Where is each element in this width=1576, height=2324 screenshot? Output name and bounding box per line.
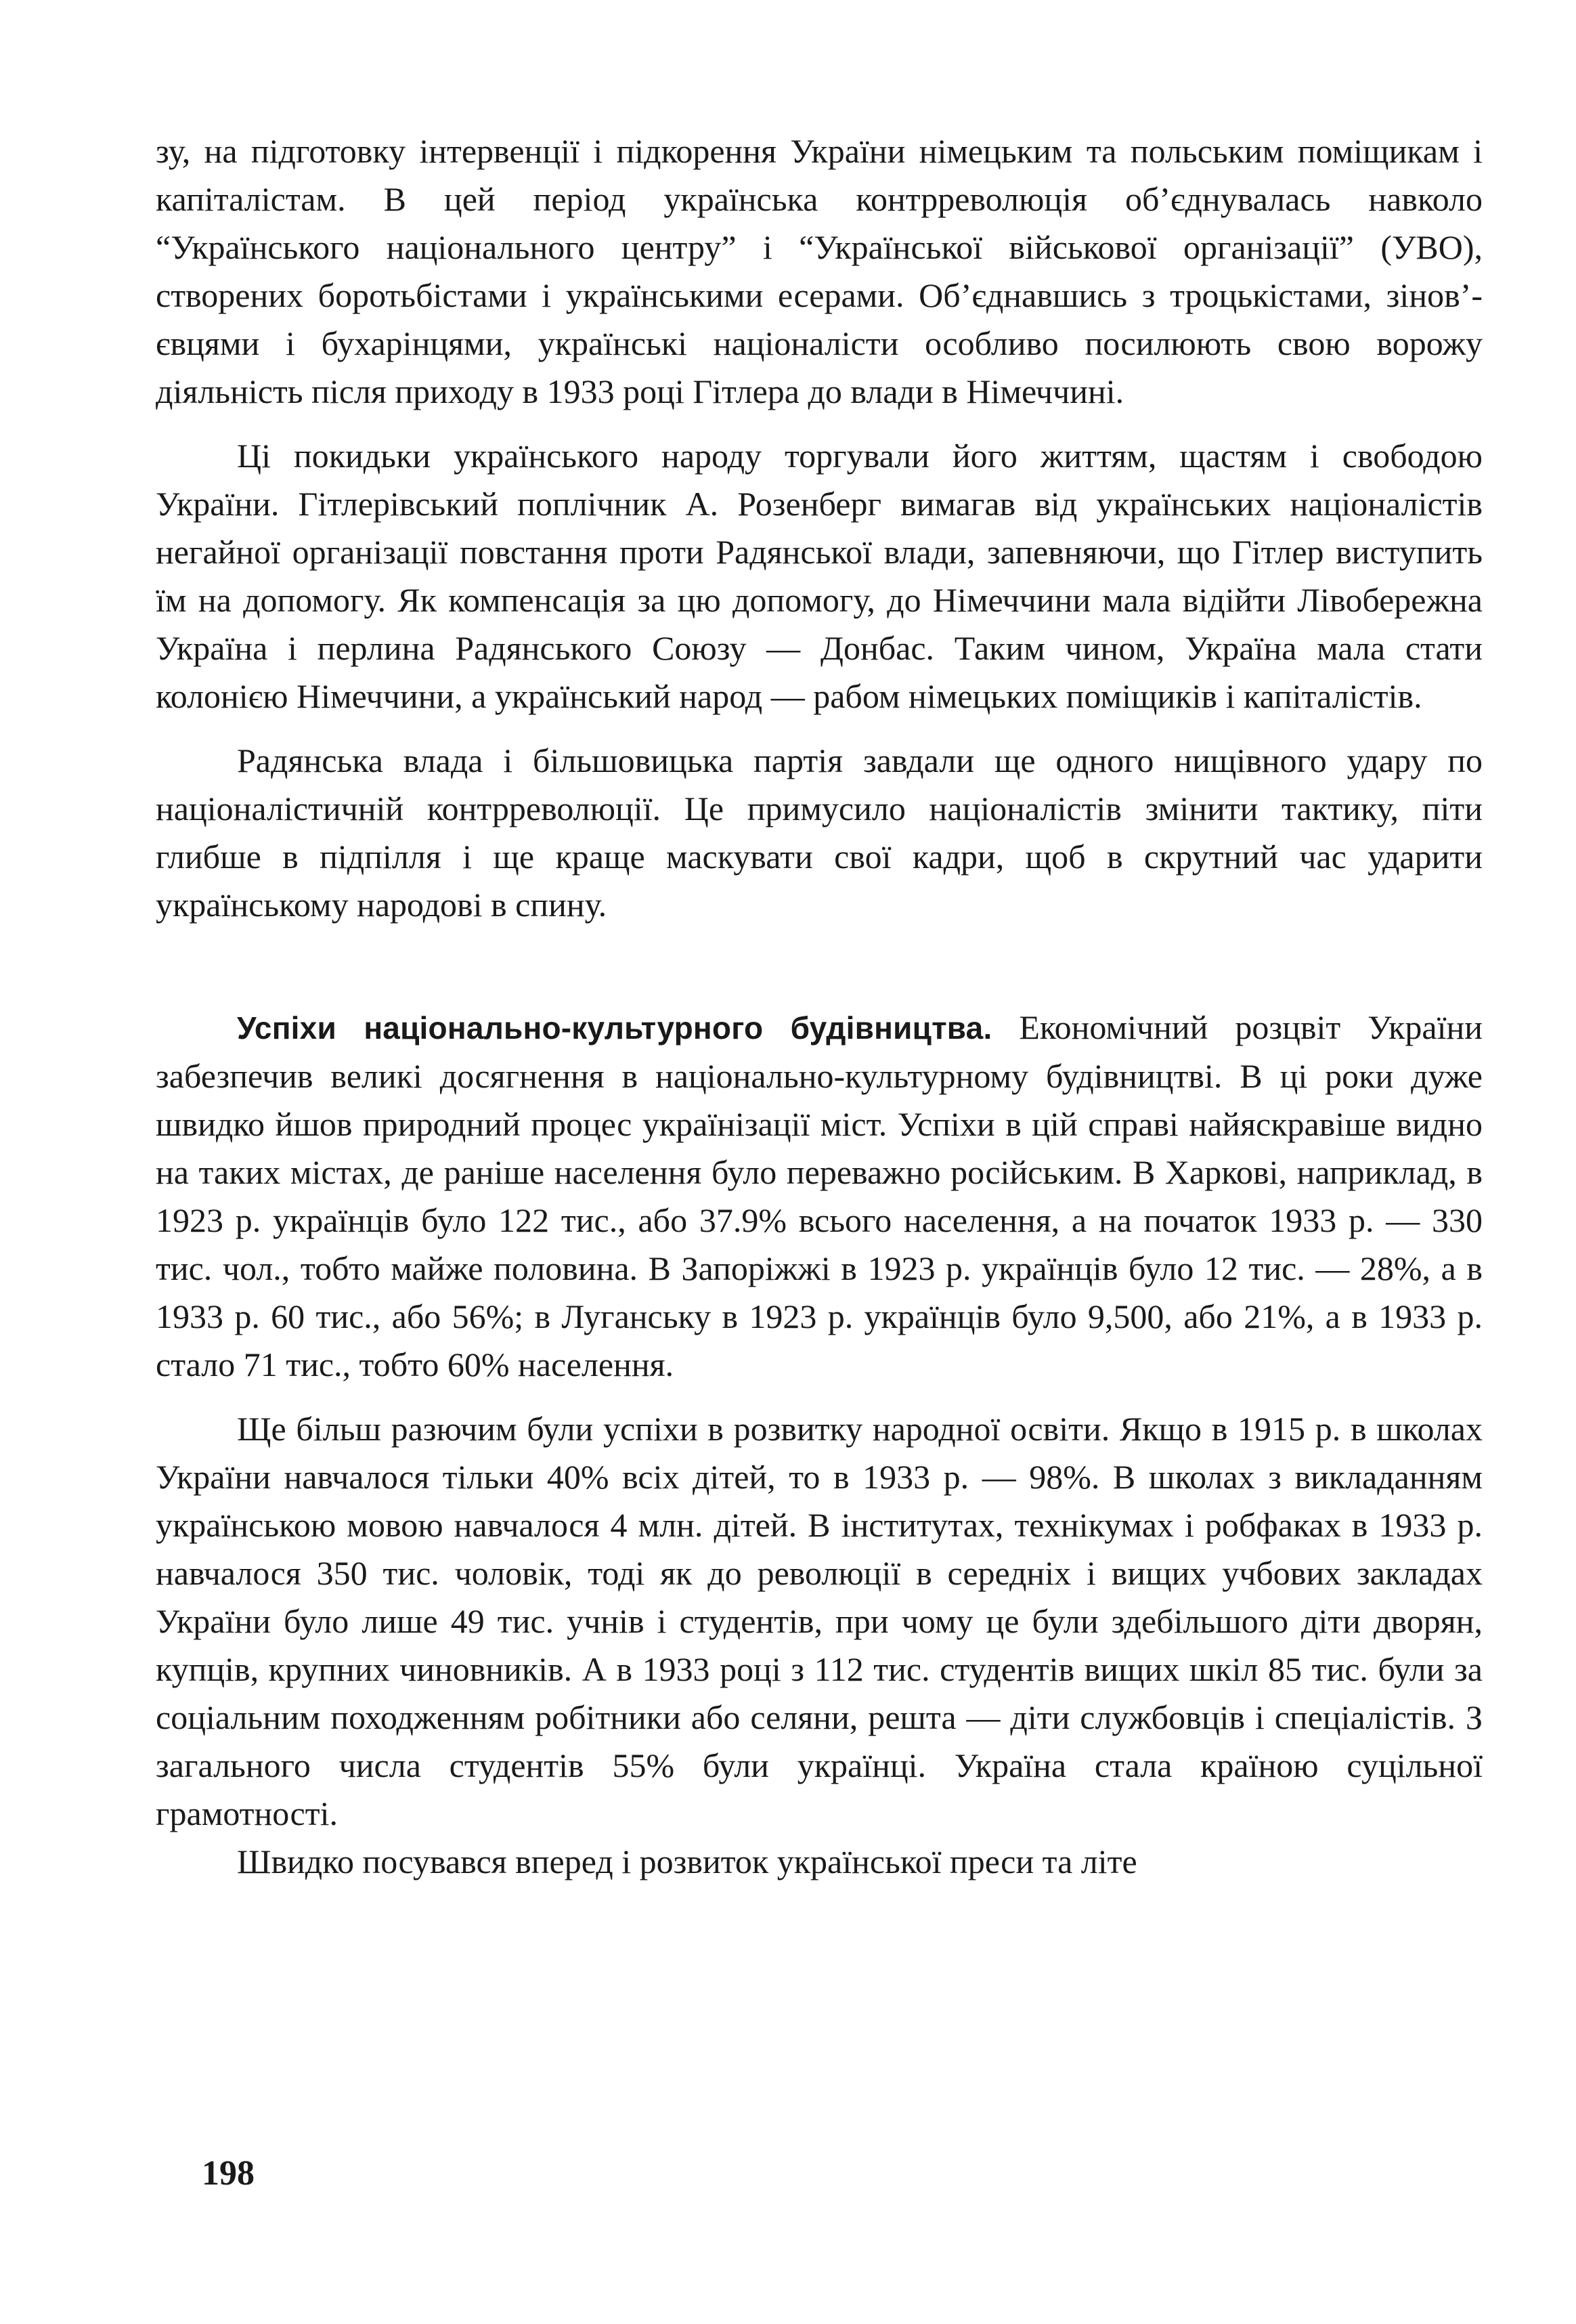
paragraph-1 [156, 127, 1483, 416]
paragraph-6-text: Швидко посувався вперед і розвиток української преси та літе [237, 1843, 1137, 1880]
paragraph-3 [156, 737, 1483, 929]
page-number: 198 [202, 2154, 255, 2193]
paragraph-5 [156, 1405, 1483, 1838]
paragraph-6 [156, 1838, 1483, 1886]
paragraph-5-text: Ще більш разючим були успіхи в розвитку народної освіти. Якщо в 1915 р. в школах України навчалося тільки 40% всіх дітей, то в 1933 р. — 98%. В школах з викладанням українською мовою навчалося 4 млн. дітей. В інститутах, технікумах і робфаках в 1933 р. навчалося 350 тис. чоловік, тоді як до революції в середніх і вищих учбових закладах України було лише 49 тис. учнів і студентів, при чому це були здебільшого діти дворян, купців, крупних чиновників. А в 1933 році з 112 тис. студентів вищих шкіл 85 тис. були за соціальним походженням робітники або селяни, решта — діти службовців і спеціалістів. З загального числа студентів 55% були українці. Україна стала країною суцільної грамотності. [156, 1410, 1483, 1832]
section-heading: Успіхи національно-культурного будівництва. [237, 1010, 992, 1046]
paragraph-4 [156, 1004, 1483, 1389]
page-body [156, 127, 1483, 1886]
paragraph-3-text: Радянська влада і більшовицька партія завдали ще одного нищівного удару по націоналістичній контрреволюції. Це примусило націоналістів змінити тактику, піти глибше в підпілля і ще краще маскувати свої кадри, щоб в скрутний час ударити українському народові в спину. [156, 741, 1483, 924]
paragraph-2-text: Ці покидьки українського народу торгували його життям, щастям і свободою України. Гітлерівський поплічник А. Розенберг вимагав від українських націоналістів негайної організації повстання проти Радянської влади, запевняючи, що Гітлер виступить їм на допомогу. Як компенсація за цю допомогу, до Німеччини мала відійти Лівобережна Україна і перлина Радянського Союзу — Донбас. Таким чином, Україна мала стати колонією Німеччини, а український народ — рабом німецьких поміщиків і капіталістів. [156, 437, 1483, 715]
paragraph-4-text: Економічний розцвіт України забезпечив великі досягнення в національно-культурному будівництві. В ці роки дуже швидко йшов природний процес українізації міст. Успіхи в цій справі найяскравіше видно на таких містах, де раніше населення було переважно російським. В Харкові, наприклад, в 1923 р. українців було 122 тис., або 37.9% всього населення, а на початок 1933 р. — 330 тис. чол., тобто майже половина. В Запоріжжі в 1923 р. українців було 12 тис. — 28%, а в 1933 р. 60 тис., або 56%; в Луганську в 1923 р. українців було 9,500, або 21%, а в 1933 р. стало 71 тис., тобто 60% населення. [156, 1008, 1483, 1383]
paragraph-2 [156, 432, 1483, 720]
paragraph-1-text: зу, на підготовку інтервенції і підкорення України німецьким та польським поміщикам і капіталістам. В цей період українська контрреволюція об’єднувалась навколо “Українського національного центру” і “Української військової організації” (УВО), створених боротьбістами і українськими есерами. Об’єднавшись з троцькістами, зінов’євцями і бухарінцями, українські націоналісти особливо посилюють свою ворожу діяльність після приходу в 1933 році Гітлера до влади в Німеччині. [156, 132, 1483, 410]
